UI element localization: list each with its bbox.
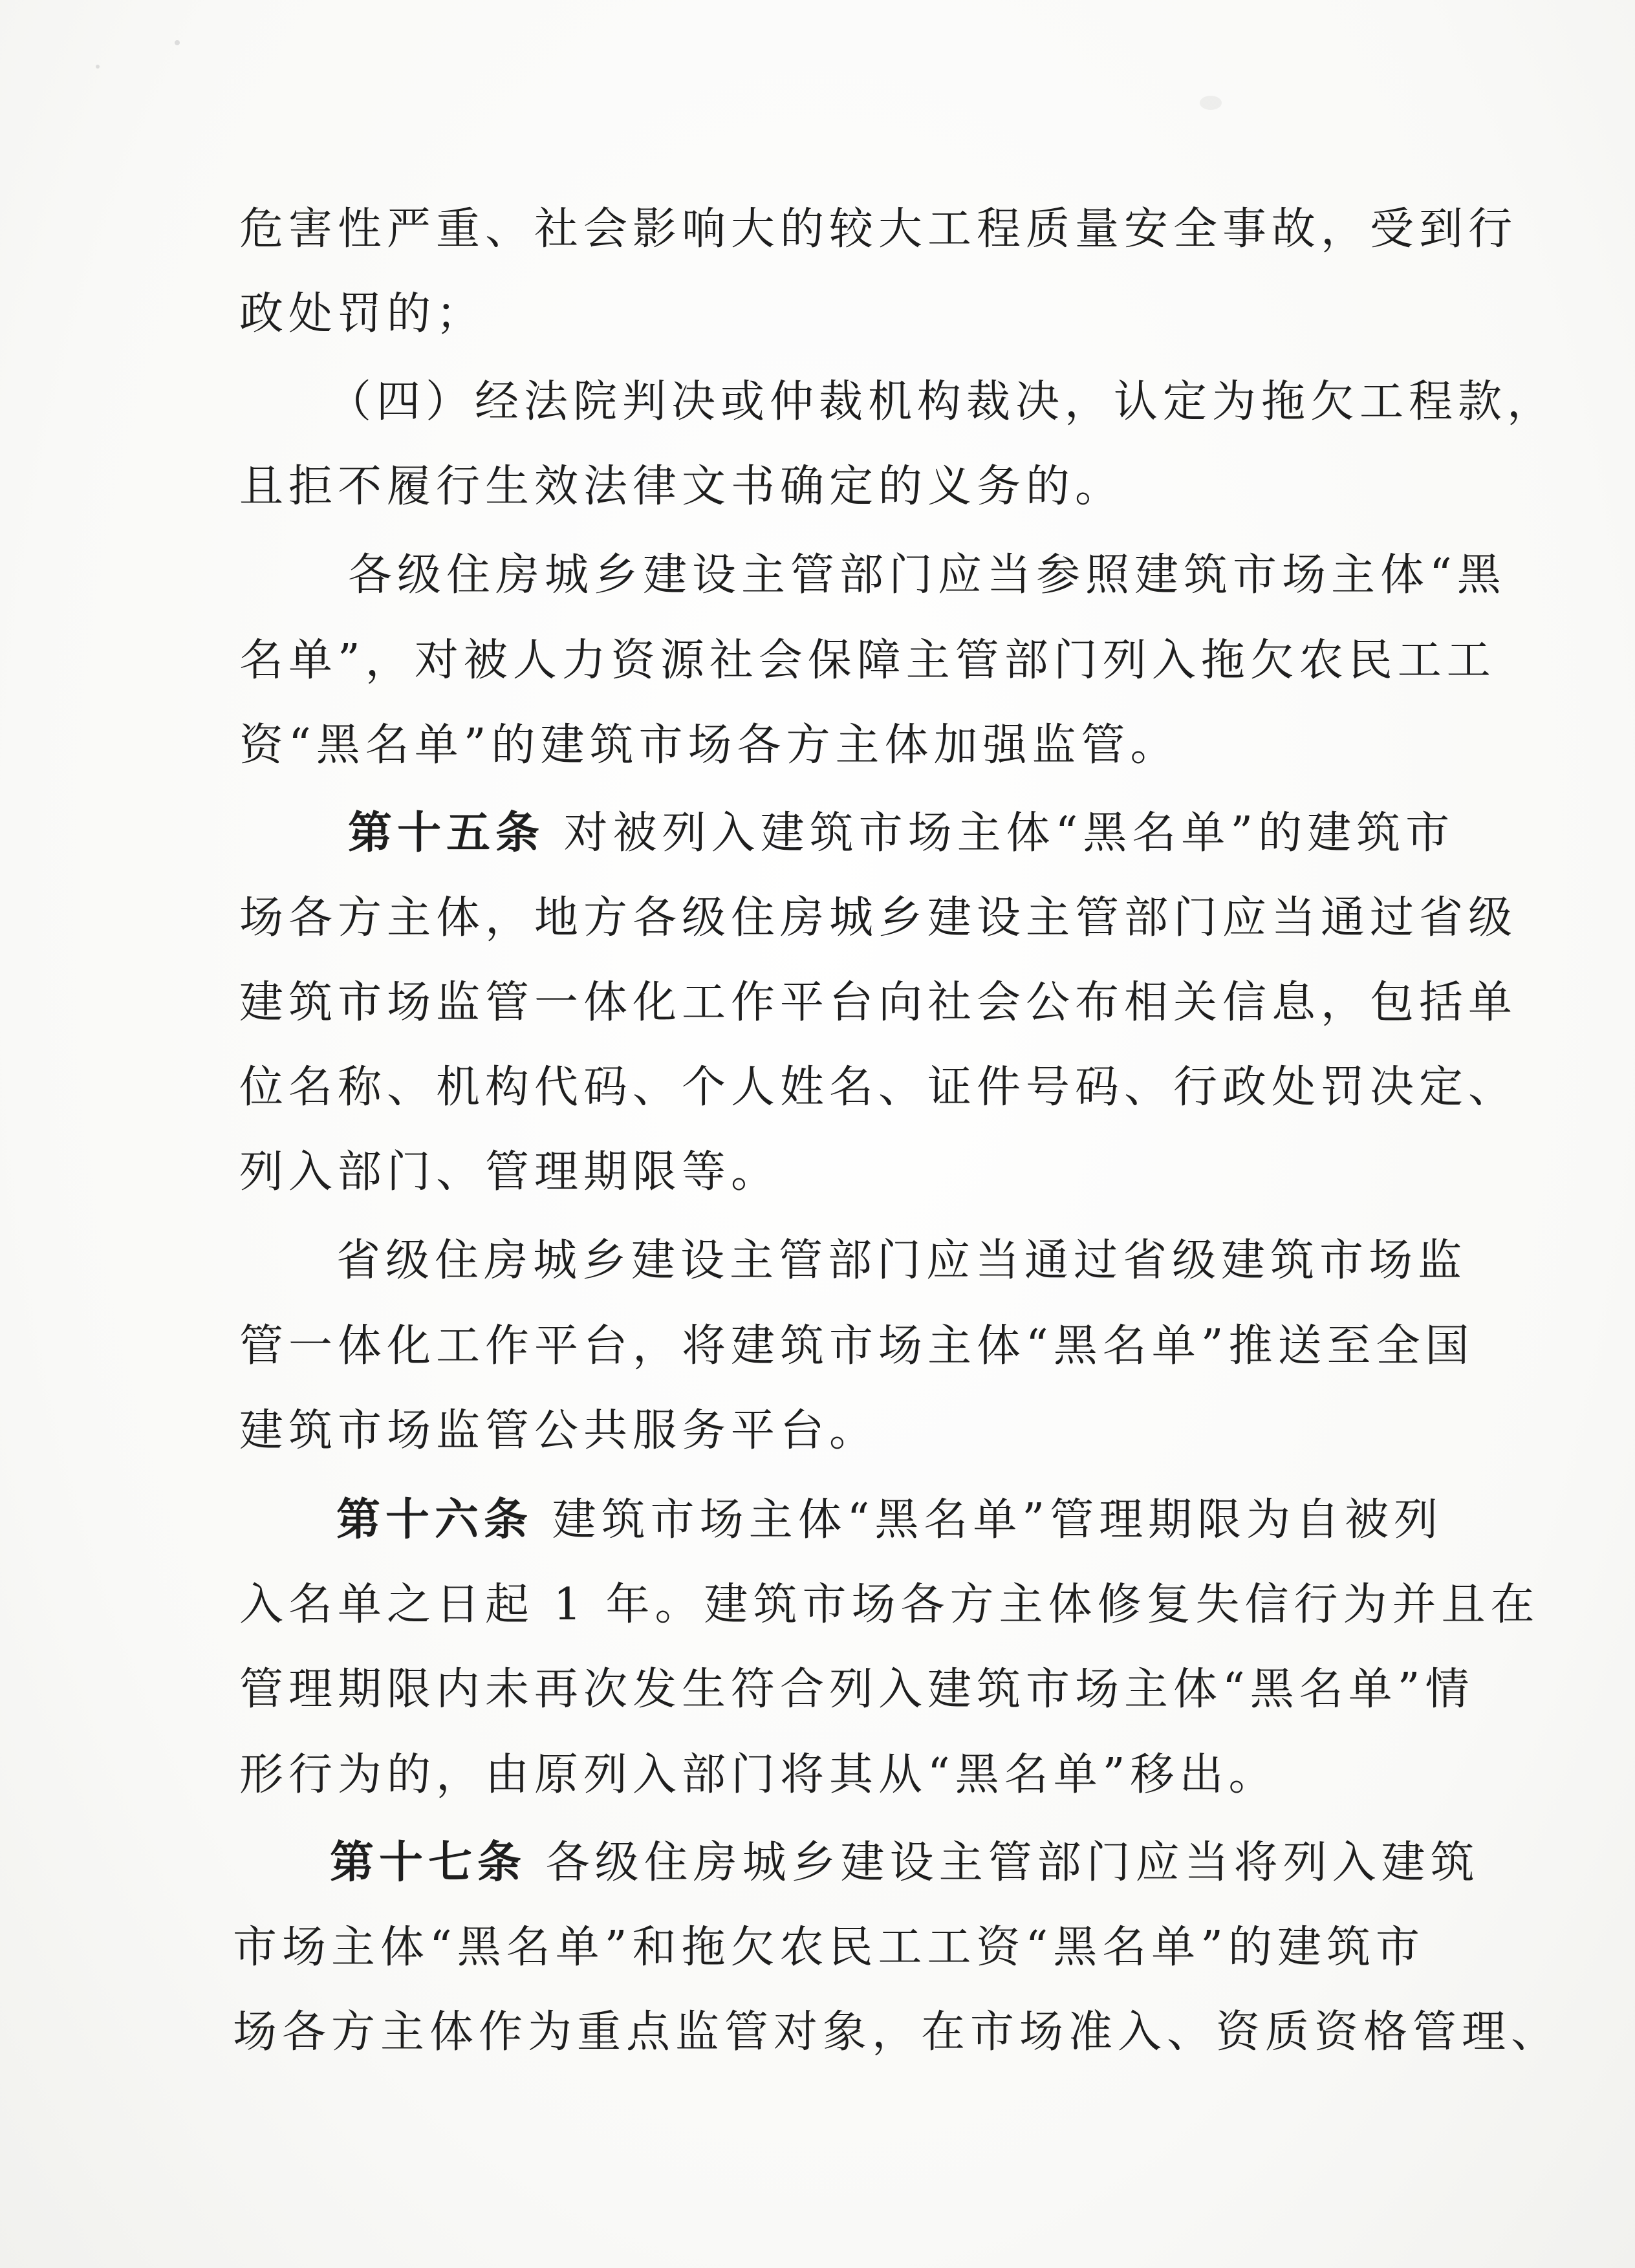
text-line: 建筑市场监管一体化工作平台向社会公布相关信息，包括单 [239,977,1518,1028]
article-line [330,1833,1480,1892]
text-line: 管一体化工作平台，将建筑市场主体“黑名单”推送至全国 [239,1321,1475,1372]
text-line: 场各方主体，地方各级住房城乡建设主管部门应当通过省级 [239,892,1518,944]
text-line: 场各方主体作为重点监管对象，在市场准入、资质资格管理、 [233,2007,1561,2058]
article-heading-15: 第十五条 [348,807,545,859]
scan-speck [175,40,180,45]
scan-speck [96,65,100,69]
text-line: 政处罚的； [239,288,486,340]
text-line: 名单”，对被人力资源社会保障主管部门列入拖欠农民工工 [239,635,1496,686]
text-line: 资“黑名单”的建筑市场各方主体加强监管。 [239,720,1180,771]
text-line: 市场主体“黑名单”和拖欠农民工工资“黑名单”的建筑市 [233,1922,1425,1973]
text-line: 列入部门、管理期限等。 [239,1147,781,1198]
text-line: 各级住房城乡建设主管部门应当参照建筑市场主体“黑 [348,550,1506,601]
text-span: 对被列入建筑市场主体“黑名单”的建筑市 [563,808,1455,859]
text-line: 入名单之日起 1 年。建筑市场各方主体修复失信行为并且在 [239,1579,1540,1630]
text-line: 省级住房城乡建设主管部门应当通过省级建筑市场监 [336,1235,1467,1286]
text-span: 建筑市场主体“黑名单”管理期限为自被列 [552,1495,1444,1546]
article-heading-16: 第十六条 [336,1494,534,1546]
text-line: 建筑市场监管公共服务平台。 [239,1405,879,1456]
text-line: 危害性严重、社会影响大的较大工程质量安全事故，受到行 [239,204,1518,255]
scan-speck [1200,96,1222,110]
text-line: 形行为的，由原列入部门将其从“黑名单”移出。 [239,1749,1278,1800]
text-line: 位名称、机构代码、个人姓名、证件号码、行政处罚决定、 [239,1062,1518,1113]
text-line: （四）经法院判决或仲裁机构裁决，认定为拖欠工程款， [327,376,1557,427]
text-line: 管理期限内未再次发生符合列入建筑市场主体“黑名单”情 [239,1664,1475,1715]
article-line [348,804,1455,862]
text-line: 且拒不履行生效法律文书确定的义务的。 [239,461,1125,512]
article-line [336,1491,1443,1549]
text-span: 各级住房城乡建设主管部门应当将列入建筑 [545,1837,1480,1888]
article-heading-17: 第十七条 [330,1837,527,1888]
